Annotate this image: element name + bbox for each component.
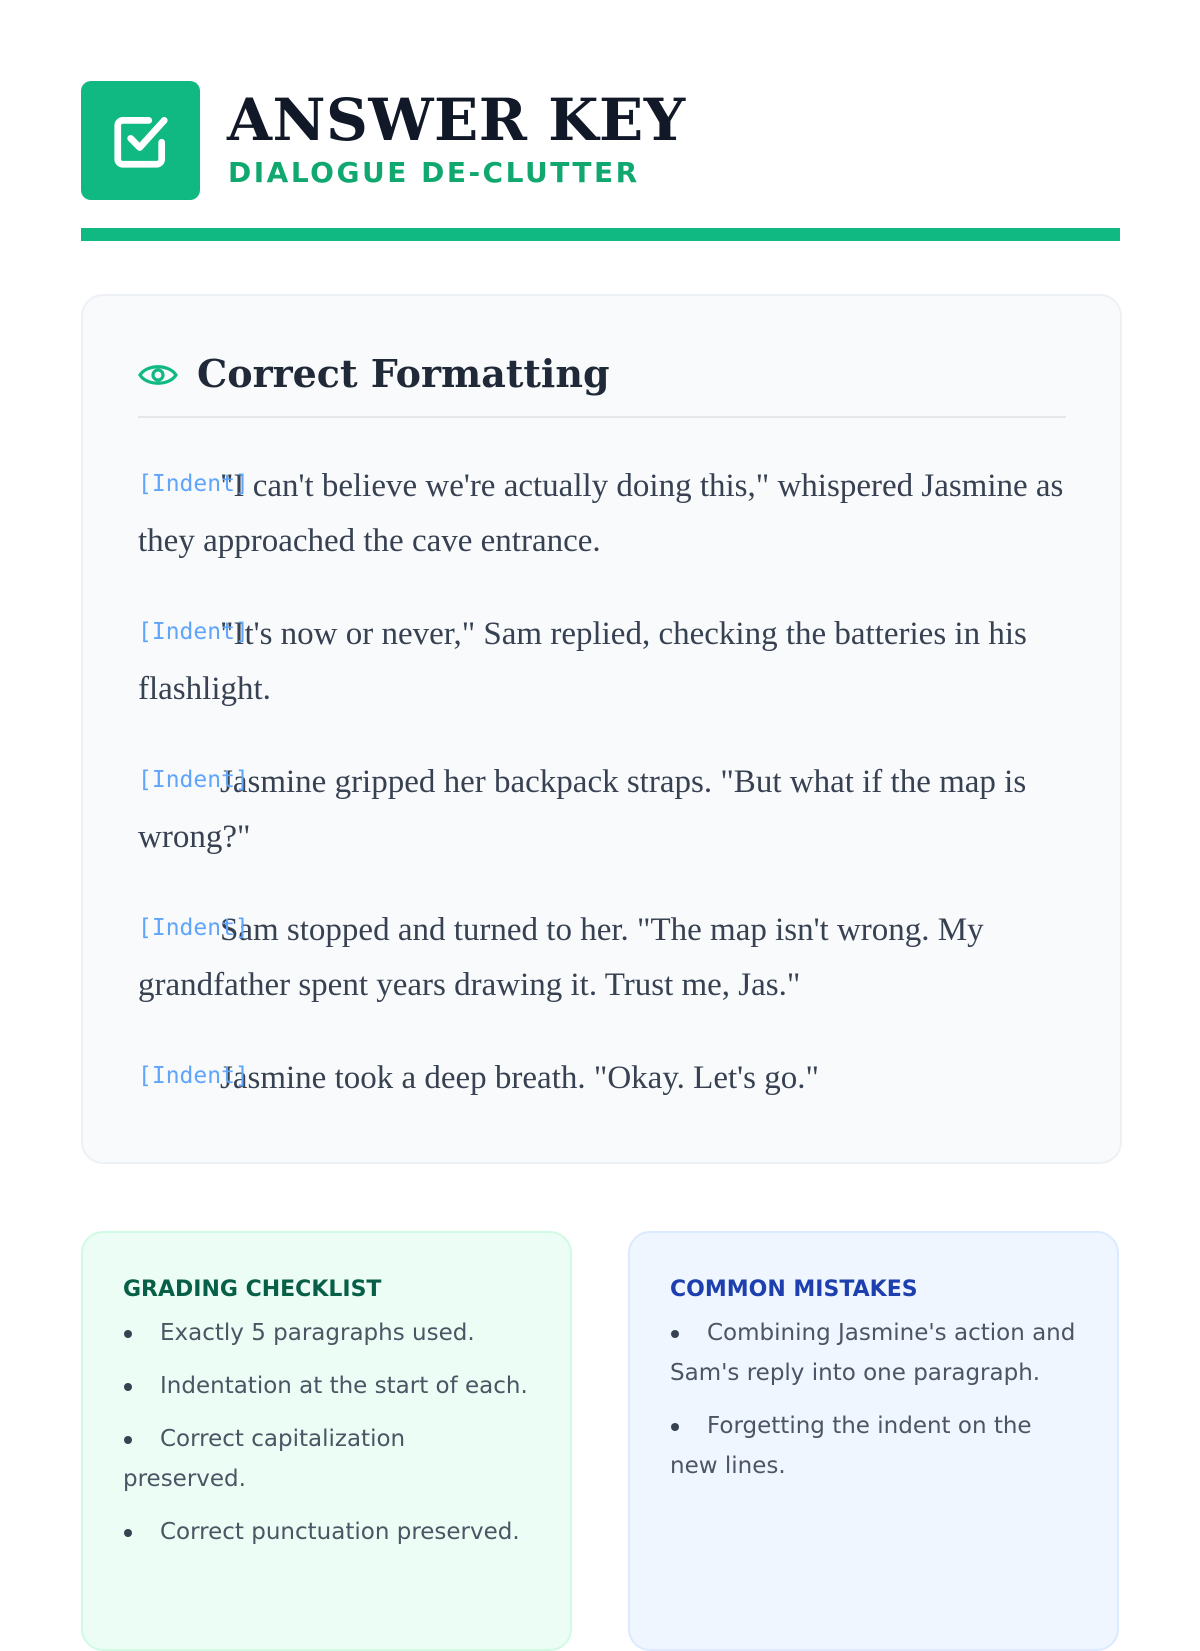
bullet-icon — [124, 1330, 132, 1338]
bullet-icon — [124, 1529, 132, 1537]
list-item — [123, 1313, 530, 1353]
dialogue-paragraphs — [138, 459, 1066, 1144]
list-item — [123, 1512, 530, 1552]
dialogue-paragraph — [138, 607, 1066, 717]
dialogue-paragraph — [138, 459, 1066, 569]
list-item-text: Indentation at the start of each. — [160, 1373, 528, 1399]
indent-marker: [Indent] — [138, 767, 249, 793]
dialogue-paragraph — [138, 1051, 1066, 1106]
indent-marker: [Indent] — [138, 619, 249, 645]
common-mistakes-list — [670, 1313, 1077, 1486]
header-divider — [81, 228, 1120, 241]
card-header — [138, 346, 1066, 418]
grading-checklist-list — [123, 1313, 530, 1552]
paragraph-text: Sam stopped and turned to her. "The map isn't wrong. My grandfather spent years drawing it. Trust me, Jas." — [138, 912, 984, 1003]
indent-marker: [Indent] — [138, 471, 249, 497]
bullet-icon — [671, 1330, 679, 1338]
list-item — [670, 1406, 1077, 1486]
page-title: ANSWER KEY — [227, 86, 686, 154]
paragraph-text: Jasmine took a deep breath. "Okay. Let's go." — [220, 1060, 819, 1096]
list-item-text: Exactly 5 paragraphs used. — [160, 1320, 475, 1346]
list-item-text: Forgetting the indent on the new lines. — [670, 1413, 1032, 1479]
list-item — [670, 1313, 1077, 1393]
page-subtitle: DIALOGUE DE-CLUTTER — [228, 156, 640, 189]
indent-marker: [Indent] — [138, 1063, 249, 1089]
dialogue-paragraph — [138, 755, 1066, 865]
bullet-icon — [671, 1423, 679, 1431]
list-item-text: Combining Jasmine's action and Sam's reply into one paragraph. — [670, 1320, 1076, 1386]
common-mistakes-box — [628, 1231, 1119, 1651]
logo — [81, 81, 200, 200]
card-title: Correct Formatting — [197, 351, 610, 396]
bullet-icon — [124, 1383, 132, 1391]
bullet-icon — [124, 1436, 132, 1444]
common-mistakes-title: COMMON MISTAKES — [670, 1277, 918, 1302]
eye-icon — [138, 360, 178, 390]
list-item-text: Correct capitalization preserved. — [123, 1426, 406, 1492]
grading-checklist-title: GRADING CHECKLIST — [123, 1277, 382, 1302]
correct-formatting-card — [81, 294, 1122, 1164]
list-item — [123, 1419, 530, 1499]
grading-checklist-box — [81, 1231, 572, 1651]
header — [81, 81, 1120, 241]
paragraph-text: "It's now or never," Sam replied, checking the batteries in his flashlight. — [138, 616, 1027, 707]
dialogue-paragraph — [138, 903, 1066, 1013]
paragraph-text: Jasmine gripped her backpack straps. "But what if the map is wrong?" — [138, 764, 1027, 855]
checkbox-icon — [110, 110, 172, 172]
indent-marker: [Indent] — [138, 915, 249, 941]
paragraph-text: "I can't believe we're actually doing this," whispered Jasmine as they approached the cave entrance. — [138, 468, 1064, 559]
list-item — [123, 1366, 530, 1406]
list-item-text: Correct punctuation preserved. — [160, 1519, 520, 1545]
